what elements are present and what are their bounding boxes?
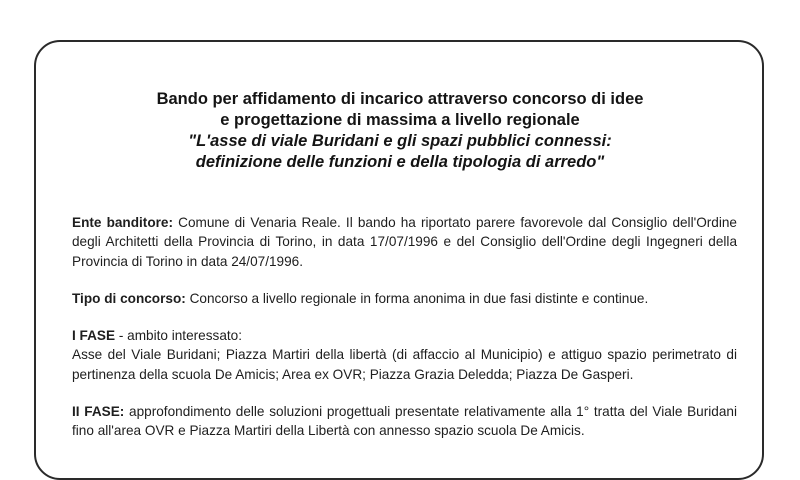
fase-1-paragraph <box>72 326 737 384</box>
fase-1-intro: - ambito interessato: <box>115 328 242 344</box>
ente-banditore-paragraph <box>72 213 737 271</box>
document-heading <box>34 89 766 173</box>
fase-1-text: Asse del Viale Buridani; Piazza Martiri della libertà (di affaccio al Municipio) e attiguo spazio perimetrato di pertinenza della scuola De Amicis; Area ex OVR; Piazza Grazia Deledda; Piazza De Gasperi. <box>72 347 737 382</box>
tipo-concorso-paragraph <box>72 289 737 308</box>
fase-2-text: approfondimento delle soluzioni progettuali presentate relativamente alla 1° tratta del Viale Buridani fino all'area OVR e Piazza Martiri della Libertà con annesso spazio scuola De Amicis. <box>72 404 737 439</box>
fase-1-label: I FASE <box>72 328 116 344</box>
ente-banditore-text: Comune di Venaria Reale. Il bando ha riportato parere favorevole dal Consiglio dell'Ordine degli Architetti della Provincia di Torino, in data 17/07/1996 e del Consiglio dell'Ordine degli Ingegneri della Provincia di Torino in data 24/07/1996. <box>72 215 737 269</box>
heading-line-1: Bando per affidamento di incarico attraverso concorso di idee <box>156 90 644 108</box>
heading-line-2: e progettazione di massima a livello regionale <box>220 111 580 129</box>
tipo-concorso-text: Concorso a livello regionale in forma anonima in due fasi distinte e continue. <box>185 290 649 306</box>
heading-title-line-2: definizione delle funzioni e della tipologia di arredo" <box>195 153 605 171</box>
fase-2-paragraph <box>72 402 737 441</box>
ente-banditore-label: Ente banditore: <box>72 215 174 230</box>
tipo-concorso-label: Tipo di concorso: <box>72 290 186 306</box>
document-body <box>72 213 737 441</box>
fase-2-label: II FASE: <box>72 404 125 420</box>
heading-title-line-1: "L'asse di viale Buridani e gli spazi pubblici connessi: <box>188 132 612 150</box>
